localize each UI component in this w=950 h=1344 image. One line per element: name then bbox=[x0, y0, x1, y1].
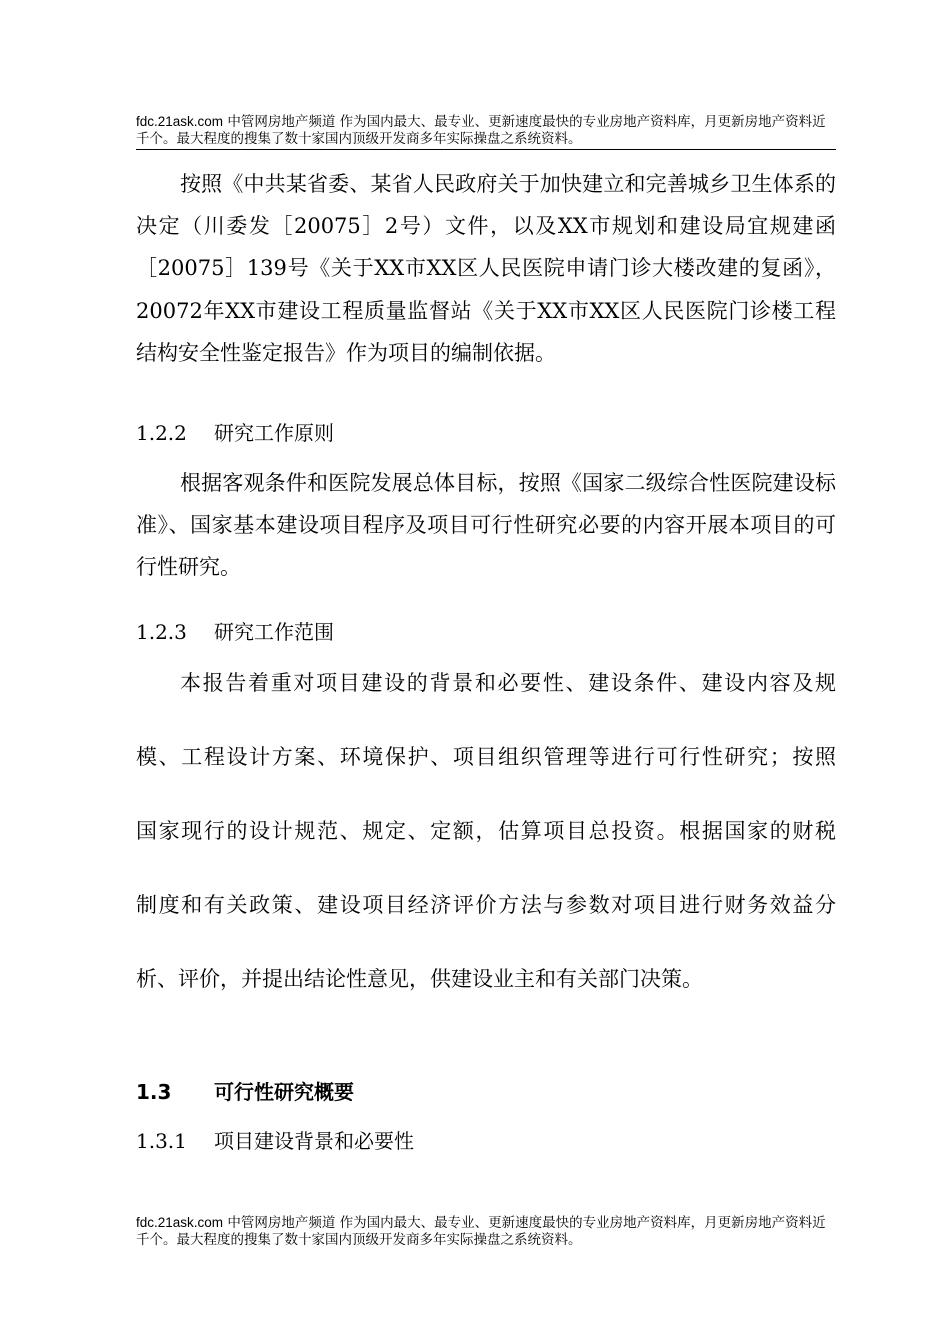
scope-line-4: 制度和有关政策、建设项目经济评价方法与参数对项目进行财务效益分 bbox=[136, 893, 836, 917]
footer-text: 中管网房地产频道 作为国内最大、最专业、更新速度最快的专业房地产资料库，月更新房地产资料近千个。最大程度的搜集了数十家国内顶级开发商多年实际操盘之系统资料。 bbox=[136, 1215, 826, 1248]
section-heading-1-3 bbox=[136, 1077, 836, 1107]
section-number: 1.2.3 bbox=[136, 620, 187, 644]
section-heading-1-2-2 bbox=[136, 418, 836, 448]
footer-site-link[interactable]: fdc.21ask.com bbox=[136, 1215, 224, 1230]
principle-paragraph: 根据客观条件和医院发展总体目标，按照《国家二级综合性医院建设标准》、国家基本建设项目程序及项目可行性研究必要的内容开展本项目的可行性研究。 bbox=[136, 471, 836, 580]
section-heading-1-3-1 bbox=[136, 1126, 836, 1156]
section-title: 项目建设背景和必要性 bbox=[214, 1129, 414, 1153]
header-site-link[interactable]: fdc.21ask.com bbox=[136, 114, 224, 129]
section-title: 可行性研究概要 bbox=[214, 1080, 354, 1104]
section-number: 1.3 bbox=[136, 1080, 172, 1104]
header-text: 中管网房地产频道 作为国内最大、最专业、更新速度最快的专业房地产资料库，月更新房地产资料近千个。最大程度的搜集了数十家国内顶级开发商多年实际操盘之系统资料。 bbox=[136, 114, 826, 147]
page-header bbox=[136, 113, 836, 150]
section-title: 研究工作范围 bbox=[214, 620, 334, 644]
scope-line-3: 国家现行的设计规范、规定、定额，估算项目总投资。根据国家的财税 bbox=[136, 819, 836, 843]
scope-line-2: 模、工程设计方案、环境保护、项目组织管理等进行可行性研究；按照 bbox=[136, 745, 836, 769]
basis-paragraph: 按照《中共某省委、某省人民政府关于加快建立和完善城乡卫生体系的决定（川委发［20075］2号）文件，以及XX市规划和建设局宜规建函［20075］139号《关于XX市XX区人民医院申请门诊大楼改建的复函》，20072年XX市建设工程质量监督站《关于XX市XX区人民医院门诊楼工程结构安全性鉴定报告》作为项目的编制依据。 bbox=[136, 172, 836, 365]
scope-line-1: 本报告着重对项目建设的背景和必要性、建设条件、建设内容及规 bbox=[180, 671, 836, 695]
page-footer bbox=[136, 1214, 826, 1249]
section-title: 研究工作原则 bbox=[214, 421, 334, 445]
section-heading-1-2-3 bbox=[136, 617, 836, 647]
section-number: 1.2.2 bbox=[136, 421, 187, 445]
scope-line-5: 析、评价，并提出结论性意见，供建设业主和有关部门决策。 bbox=[136, 967, 703, 991]
section-number: 1.3.1 bbox=[136, 1129, 187, 1153]
